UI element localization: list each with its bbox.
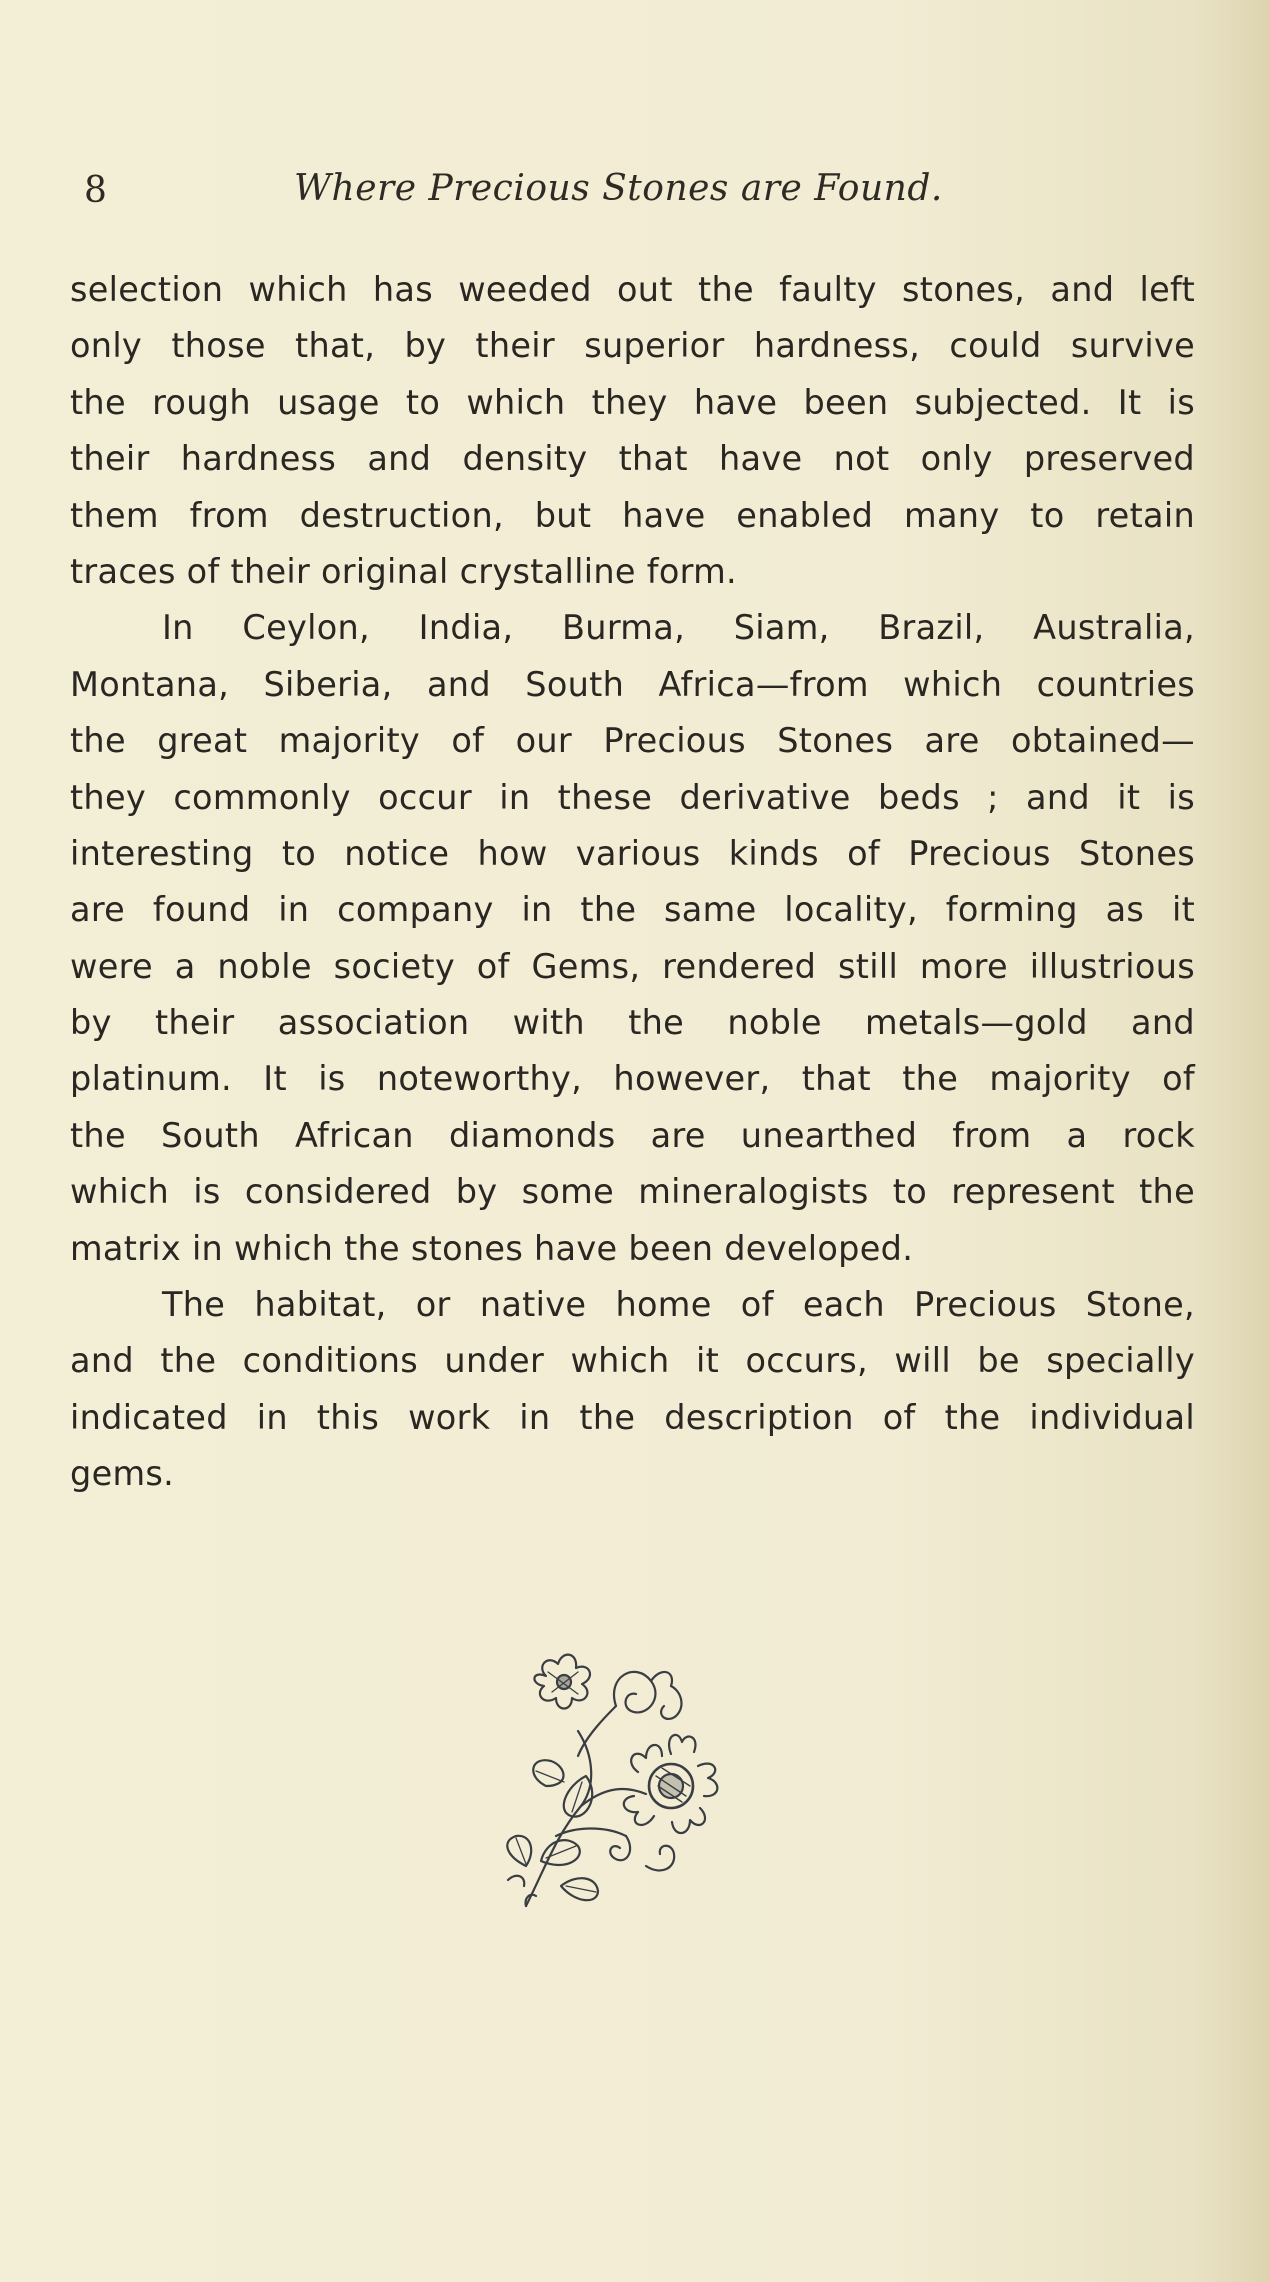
running-title: Where Precious Stones are Found.: [294, 168, 943, 209]
text-line: are found in company in the same locality, forming as it: [70, 890, 1195, 930]
page-header: [84, 160, 1194, 220]
text-line: they commonly occur in these derivative beds ; and it is: [70, 777, 1195, 817]
text-line: only those that, by their superior hardness, could survive: [70, 326, 1195, 366]
text-line: were a noble society of Gems, rendered still more illustrious: [70, 946, 1195, 986]
text-line: indicated in this work in the description of the individual: [70, 1397, 1195, 1437]
text-line: In Ceylon, India, Burma, Siam, Brazil, Australia,: [162, 608, 1195, 648]
text-line: them from destruction, but have enabled many to retain: [70, 495, 1195, 535]
text-line: traces of their original crystalline form.: [70, 551, 737, 591]
text-line: platinum. It is noteworthy, however, that the majority of: [70, 1059, 1195, 1099]
text-line: the rough usage to which they have been subjected. It is: [70, 382, 1195, 422]
text-line: gems.: [70, 1454, 175, 1494]
text-line: interesting to notice how various kinds of Precious Stones: [70, 833, 1195, 873]
floral-tailpiece-icon: [486, 1636, 766, 1916]
body-text: [70, 262, 1195, 1503]
text-line: the South African diamonds are unearthed from a rock: [70, 1115, 1195, 1155]
text-line: The habitat, or native home of each Precious Stone,: [162, 1285, 1195, 1325]
text-line: selection which has weeded out the faulty stones, and left: [70, 270, 1195, 309]
text-line: matrix in which the stones have been developed.: [70, 1228, 914, 1268]
text-line: the great majority of our Precious Stones are obtained—: [70, 721, 1195, 761]
text-line: and the conditions under which it occurs, will be specially: [70, 1341, 1195, 1381]
page-number: 8: [84, 170, 107, 211]
text-line: which is considered by some mineralogists to represent the: [70, 1172, 1195, 1212]
text-line: by their association with the noble metals—gold and: [70, 1003, 1195, 1043]
text-line: their hardness and density that have not only preserved: [70, 439, 1195, 479]
text-line: Montana, Siberia, and South Africa—from which countries: [70, 664, 1195, 704]
